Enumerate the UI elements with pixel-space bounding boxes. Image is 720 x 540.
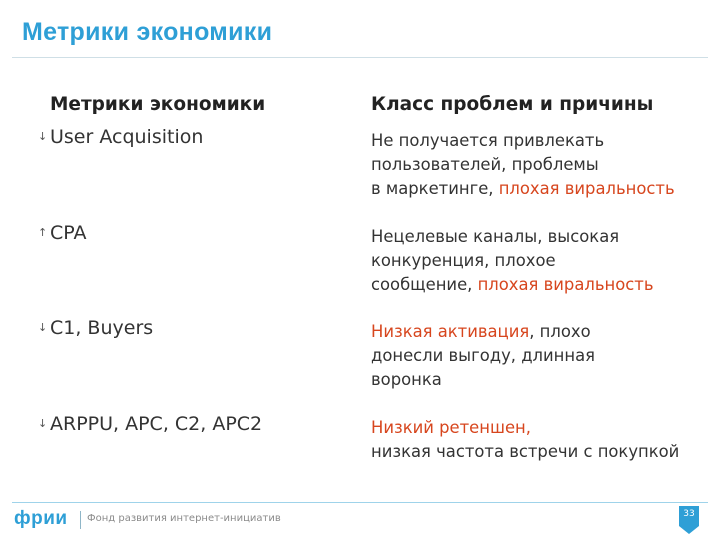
fund-name: Фонд развития интернет-инициатив	[87, 513, 281, 524]
description-text: Нецелевые каналы, высокая	[371, 227, 620, 246]
metric-cell	[38, 222, 87, 244]
description-text: , плохо	[529, 322, 591, 341]
problem-description	[371, 416, 679, 464]
description-text: конкуренция, плохое	[371, 251, 556, 270]
arrow-down-icon: ↓	[38, 321, 48, 334]
description-line	[371, 344, 595, 368]
highlighted-text: плохая виральность	[477, 275, 654, 294]
metric-name: C1, Buyers	[50, 317, 154, 339]
description-text: донесли выгоду, длинная	[371, 346, 596, 365]
slide-title: Метрики экономики	[22, 18, 273, 46]
metric-name: User Acquisition	[50, 126, 204, 148]
description-text: Не получается привлекать	[371, 131, 605, 150]
description-line	[371, 153, 675, 177]
metric-cell	[38, 317, 153, 339]
logo-separator	[80, 511, 81, 529]
page-number: 33	[679, 506, 699, 526]
description-line	[371, 416, 679, 440]
highlighted-text: Низкий ретеншен,	[371, 418, 531, 437]
problem-description	[371, 129, 675, 201]
description-line	[371, 273, 653, 297]
description-line	[371, 440, 679, 464]
description-line	[371, 249, 653, 273]
description-text: сообщение,	[371, 275, 478, 294]
frii-logo: фрии	[14, 508, 68, 529]
problem-description	[371, 320, 595, 392]
description-line	[371, 225, 653, 249]
description-text: низкая частота встречи с покупкой	[371, 442, 680, 461]
arrow-down-icon: ↓	[38, 417, 48, 430]
arrow-down-icon: ↓	[38, 130, 48, 143]
description-text: воронка	[371, 370, 442, 389]
description-line	[371, 129, 675, 153]
metric-name: ARPPU, APC, C2, APC2	[50, 413, 263, 435]
description-text: в маркетинге,	[371, 179, 499, 198]
description-line	[371, 368, 595, 392]
problem-description	[371, 225, 653, 297]
metric-name: CPA	[50, 222, 87, 244]
description-text: пользователей, проблемы	[371, 155, 599, 174]
metric-cell	[38, 126, 203, 148]
highlighted-text: Низкая активация	[371, 322, 530, 341]
header-problems: Класс проблем и причины	[371, 94, 654, 115]
footer-divider	[12, 502, 708, 503]
highlighted-text: плохая виральность	[498, 179, 675, 198]
description-line	[371, 320, 595, 344]
arrow-up-icon: ↑	[38, 226, 48, 239]
metric-cell	[38, 413, 262, 435]
description-line	[371, 177, 675, 201]
title-divider	[12, 57, 708, 58]
header-metrics: Метрики экономики	[50, 94, 266, 115]
